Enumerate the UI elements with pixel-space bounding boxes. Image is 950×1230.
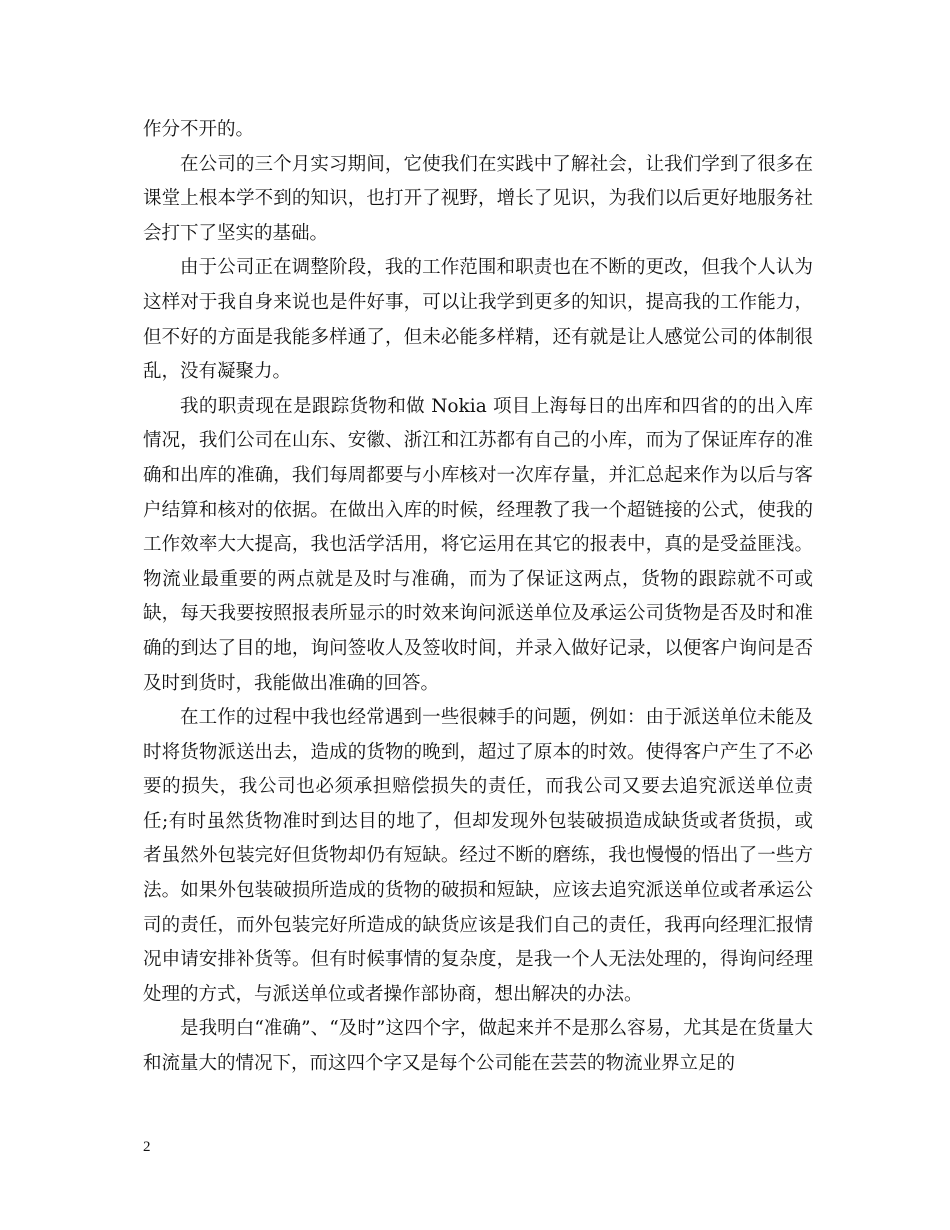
paragraph-3: 由于公司正在调整阶段，我的工作范围和职责也在不断的更改，但我个人认为这样对于我自身来说也是件好事，可以让我学到更多的知识，提高我的工作能力，但不好的方面是我能多样通了，但未必能多样精，还有就是让人感觉公司的体制很乱，没有凝聚力。 — [143, 257, 813, 383]
document-body — [143, 113, 813, 1082]
paragraph-4: 我的职责现在是跟踪货物和做 Nokia 项目上海每日的出库和四省的的出入库情况，我们公司在山东、安徽、浙江和江苏都有自己的小库，而为了保证库存的准确和出库的准确，我们每周都要与小库核对一次库存量，并汇总起来作为以后与客户结算和核对的依据。在做出入库的时候，经理教了我一个超链接的公式，使我的工作效率大大提高，我也活学活用，将它运用在其它的报表中，真的是受益匪浅。物流业最重要的两点就是及时与准确，而为了保证这两点，货物的跟踪就不可或缺，每天我要按照报表所显示的时效来询问派送单位及承运公司货物是否及时和准确的到达了目的地，询问签收人及签收时间，并录入做好记录，以便客户询问是否及时到货时，我能做出准确的回答。 — [143, 395, 813, 694]
paragraph-2: 在公司的三个月实习期间，它使我们在实践中了解社会，让我们学到了很多在课堂上根本学不到的知识，也打开了视野，增长了见识，为我们以后更好地服务社会打下了坚实的基础。 — [143, 153, 813, 244]
paragraph-5: 在工作的过程中我也经常遇到一些很棘手的问题，例如：由于派送单位未能及时将货物派送出去，造成的货物的晚到，超过了原本的时效。使得客户产生了不必要的损失，我公司也必须承担赔偿损失的责任，而我公司又要去追究派送单位责任;有时虽然货物准时到达目的地了，但却发现外包装破损造成缺货或者货损，或者虽然外包装完好但货物却仍有短缺。经过不断的磨练，我也慢慢的悟出了一些方法。如果外包装破损所造成的货物的破损和短缺，应该去追究派送单位或者承运公司的责任，而外包装完好所造成的缺货应该是我们自己的责任，我再向经理汇报情况申请安排补货等。但有时候事情的复杂度，是我一个人无法处理的，得询问经理处理的方式，与派送单位或者操作部协商，想出解决的办法。 — [143, 707, 813, 1005]
page-number: 2 — [143, 1139, 151, 1155]
paragraph-1: 作分不开的。 — [143, 119, 255, 140]
paragraph-6: 是我明白“准确”、“及时”这四个字，做起来并不是那么容易，尤其是在货量大和流量大的情况下，而这四个字又是每个公司能在芸芸的物流业界立足的 — [143, 1018, 813, 1075]
